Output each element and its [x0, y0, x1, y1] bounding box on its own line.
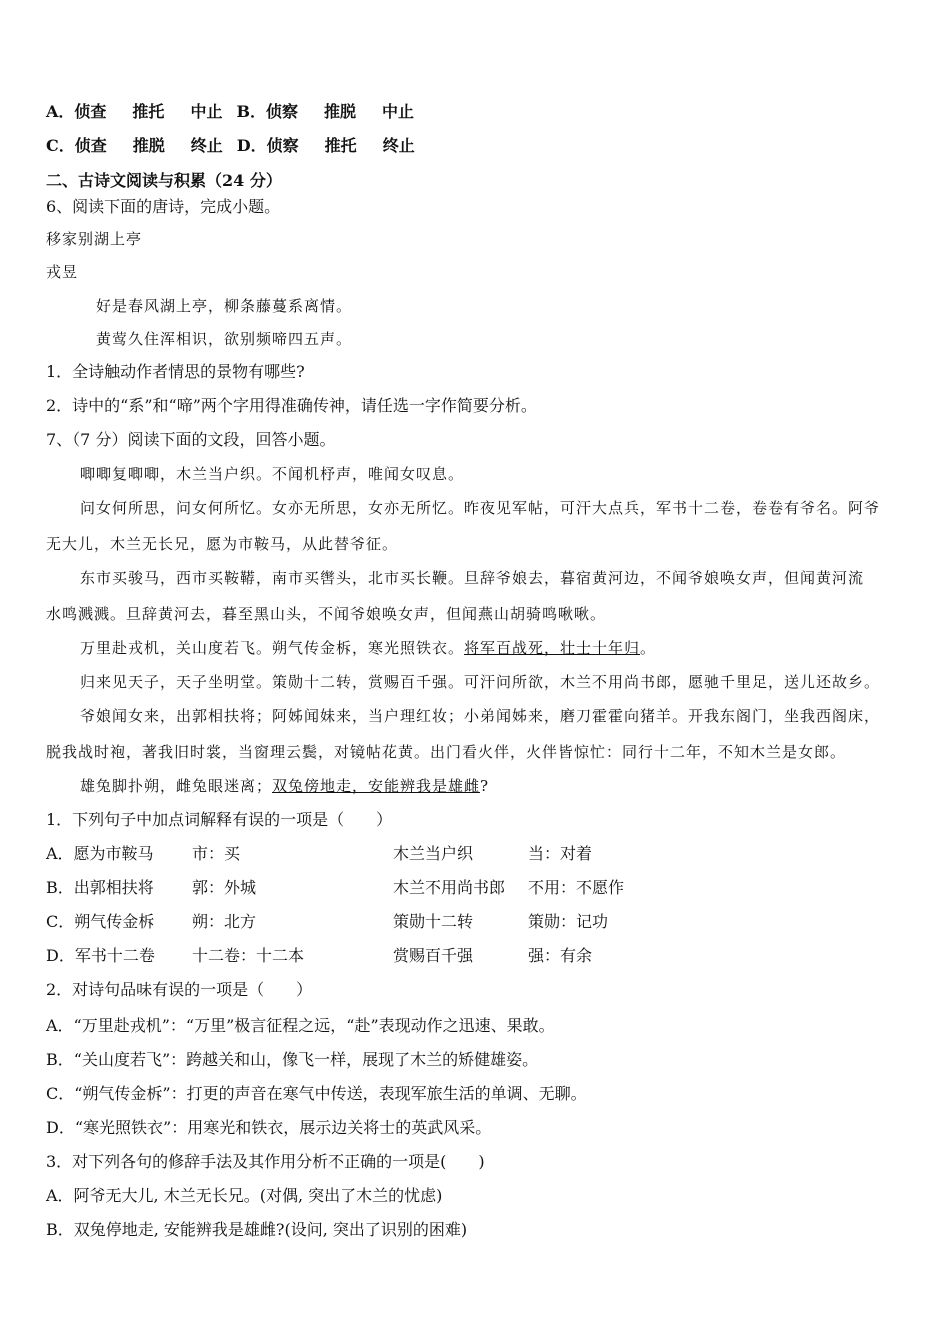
underlined-sentence-1: 将军百战死，壮士十年归	[464, 639, 641, 657]
q5-option-c-word3: 终止	[190, 136, 223, 155]
q7-sub1-row-d-sentence-2: 赏赐百千强	[393, 946, 474, 965]
mulan-paragraph-4-text: 万里赴戎机，关山度若飞。朔气传金柝，寒光照铁衣。	[80, 639, 465, 657]
mulan-paragraph-5: 归来见天子，天子坐明堂。策勋十二转，赏赐百千强。可汗问所欲，木兰不用尚书郎，愿驰千里足，送儿还故乡。	[80, 673, 881, 691]
q7-sub1-row-c-sentence: C．朔气传金柝	[46, 912, 155, 931]
q5-option-c-label: C．侦查	[46, 136, 107, 155]
mulan-paragraph-6-line-1: 爷娘闻女来，出郭相扶将；阿姊闻妹来，当户理红妆；小弟闻姊来，磨刀霍霍向猪羊。开我东阁门，坐我西阁床，	[80, 707, 881, 725]
q7-sub1-row-c-gloss-2: 策勋：记功	[528, 912, 609, 931]
q5-option-row-2	[46, 135, 415, 157]
poem-author: 戎昱	[46, 263, 79, 281]
mulan-paragraph-6-line-2: 脱我战时袍，著我旧时裳，当窗理云鬓，对镜帖花黄。出门看火伴，火伴皆惊忙：同行十二年，不知木兰是女郎。	[46, 743, 847, 761]
q7-sub2-option-b: B．“关山度若飞”：跨越关和山，像飞一样，展现了木兰的矫健雄姿。	[46, 1050, 539, 1069]
q6-sub1: 1．全诗触动作者情思的景物有哪些?	[46, 362, 305, 381]
mulan-paragraph-7-text: 雄兔脚扑朔，雌兔眼迷离；	[80, 777, 273, 795]
mulan-paragraph-3-line-2: 水鸣溅溅。旦辞黄河去，暮至黑山头，不闻爷娘唤女声，但闻燕山胡骑鸣啾啾。	[46, 605, 607, 623]
q7-sub1-row-d-gloss-2: 强：有余	[528, 946, 593, 965]
q7-sub1-stem: 1．下列句子中加点词解释有误的一项是（ ）	[46, 810, 393, 829]
q7-sub1-row-b-gloss: 郭：外城	[192, 878, 257, 897]
q7-sub1-row-a-gloss: 市：买	[192, 844, 241, 863]
q7-intro: 7、（7 分）阅读下面的文段，回答小题。	[46, 430, 336, 449]
q7-sub3-option-a: A．阿爷无大儿, 木兰无长兄。(对偶, 突出了木兰的忧虑)	[46, 1186, 443, 1205]
q7-sub1-row-d-sentence: D．军书十二卷	[46, 946, 155, 965]
mulan-paragraph-2-line-2: 无大儿，木兰无长兄，愿为市鞍马，从此替爷征。	[46, 535, 399, 553]
underlined-sentence-2: 双兔傍地走，安能辨我是雄雌	[272, 777, 481, 795]
mulan-paragraph-3-line-1: 东市买骏马，西市买鞍鞯，南市买辔头，北市买长鞭。旦辞爷娘去，暮宿黄河边，不闻爷娘唤女声，但闻黄河流	[80, 569, 865, 587]
mulan-paragraph-1: 唧唧复唧唧，木兰当户织。不闻机杼声，唯闻女叹息。	[80, 465, 465, 483]
q7-sub3-option-b: B．双兔停地走, 安能辨我是雄雌?(设问, 突出了识别的困难)	[46, 1220, 468, 1239]
q6-sub2: 2．诗中的“系”和“啼”两个字用得准确传神，请任选一字作简要分析。	[46, 396, 537, 415]
q5-option-b-word3: 中止	[382, 102, 415, 121]
q7-sub2-stem: 2．对诗句品味有误的一项是（ ）	[46, 980, 313, 999]
q7-sub1-row-c-sentence-2: 策勋十二转	[393, 912, 474, 931]
q5-option-d-word3: 终止	[382, 136, 415, 155]
q5-option-d-label: D．侦察	[236, 136, 299, 155]
q7-sub2-option-d: D．“寒光照铁衣”：用寒光和铁衣，展示边关将士的英武风采。	[46, 1118, 492, 1137]
q7-sub1-row-a-sentence: A．愿为市鞍马	[46, 844, 154, 863]
q5-option-b-word2: 推脱	[323, 102, 356, 121]
q5-option-a-word2: 推托	[132, 102, 165, 121]
q7-sub1-row-a-sentence-2: 木兰当户织	[393, 844, 474, 863]
q7-sub1-row-b-gloss-2: 不用：不愿作	[528, 878, 625, 897]
q6-intro: 6、阅读下面的唐诗，完成小题。	[46, 197, 281, 216]
q7-sub2-option-a: A．“万里赴戎机”：“万里”极言征程之远，“赴”表现动作之迅速、果敢。	[46, 1016, 555, 1035]
section2-heading: 二、古诗文阅读与积累（24 分）	[46, 171, 282, 190]
q7-sub1-row-d-gloss: 十二卷：十二本	[192, 946, 305, 965]
mulan-paragraph-7	[80, 775, 489, 797]
poem-title: 移家别湖上亭	[46, 230, 143, 248]
q5-option-d-word2: 推托	[324, 136, 357, 155]
q7-sub1-row-b-sentence-2: 木兰不用尚书郎	[393, 878, 506, 897]
q5-option-row-1	[46, 101, 414, 123]
q5-option-a-label: A．侦查	[46, 102, 107, 121]
q7-sub1-row-b-sentence: B．出郭相扶将	[46, 878, 154, 897]
mulan-paragraph-2-line-1: 问女何所思，问女何所忆。女亦无所思，女亦无所忆。昨夜见军帖，可汗大点兵，军书十二卷，卷卷有爷名。阿爷	[80, 499, 881, 517]
q5-option-b-label: B．侦察	[236, 102, 298, 121]
mulan-paragraph-7-end: ?	[480, 777, 490, 795]
q5-option-a-word3: 中止	[190, 102, 223, 121]
q7-sub1-row-a-gloss-2: 当：对着	[528, 844, 593, 863]
mulan-paragraph-4	[80, 637, 656, 659]
mulan-paragraph-4-end: 。	[640, 639, 657, 657]
q7-sub2-option-c: C．“朔气传金柝”：打更的声音在寒气中传送，表现军旅生活的单调、无聊。	[46, 1084, 587, 1103]
q7-sub3-stem: 3．对下列各句的修辞手法及其作用分析不正确的一项是( )	[46, 1152, 485, 1171]
poem-line-1: 好是春风湖上亭，柳条藤蔓系离情。	[96, 297, 353, 315]
q5-option-c-word2: 推脱	[132, 136, 165, 155]
poem-line-2: 黄莺久住浑相识，欲别频啼四五声。	[96, 330, 353, 348]
q7-sub1-row-c-gloss: 朔：北方	[192, 912, 257, 931]
